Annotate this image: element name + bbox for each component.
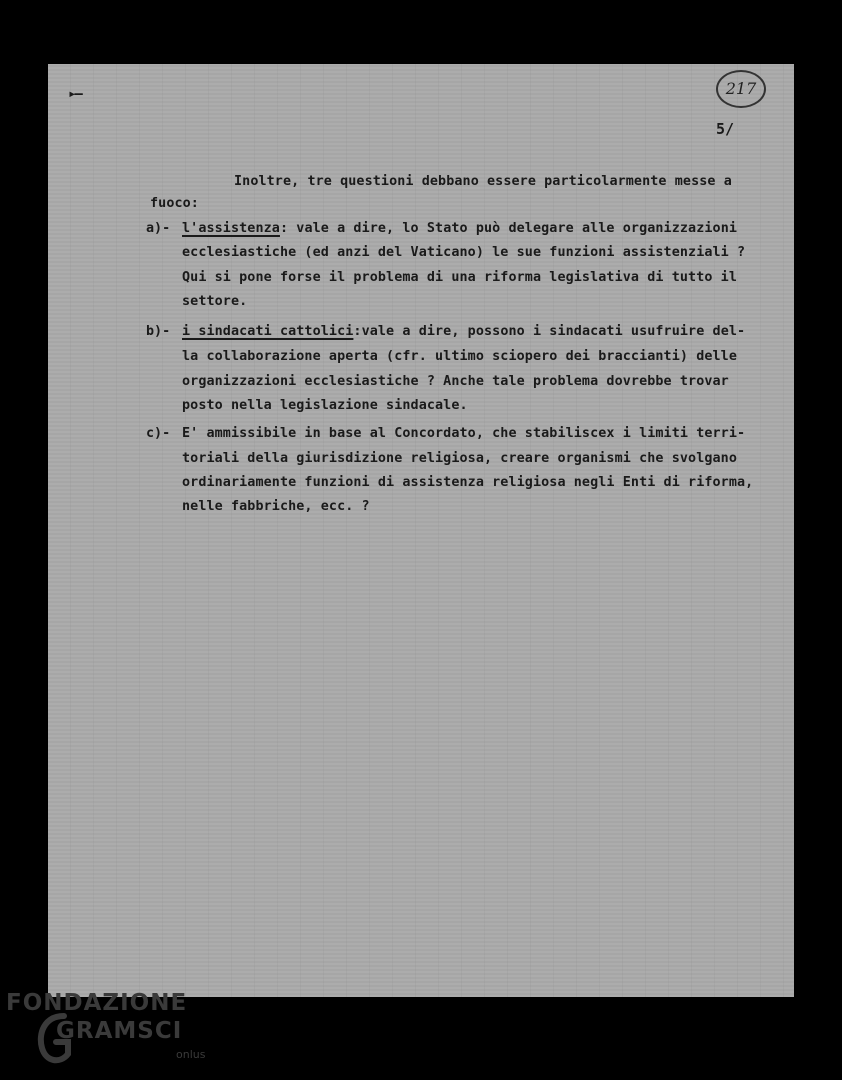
- item-a-line: settore.: [182, 294, 248, 309]
- item-a-text: : vale a dire, lo Stato può delegare alle organizzazioni: [279, 221, 738, 236]
- item-b-text: :vale a dire, possono i sindacati usufruire del-: [353, 324, 746, 339]
- item-c-line: ordinariamente funzioni di assistenza religiosa negli Enti di riforma,: [182, 475, 754, 490]
- typewritten-page: [48, 64, 794, 997]
- item-b-label: b)-: [146, 324, 171, 339]
- item-a-heading: l'assistenza: [182, 221, 280, 236]
- item-c-line: nelle fabbriche, ecc. ?: [182, 499, 370, 514]
- logo-text-top: FONDAZIONE: [6, 990, 188, 1016]
- item-b-line: la collaborazione aperta (cfr. ultimo sciopero dei braccianti) delle: [182, 349, 738, 364]
- corner-mark: ▸—: [68, 86, 81, 102]
- intro-line: fuoco:: [150, 196, 199, 211]
- item-a-first-line: [182, 219, 737, 239]
- item-a-label: a)-: [146, 221, 171, 236]
- item-a-line: ecclesiastiche (ed anzi del Vaticano) le sue funzioni assistenziali ?: [182, 245, 746, 260]
- item-b-heading: i sindacati cattolici: [182, 324, 354, 339]
- item-c-line: toriali della giurisdizione religiosa, creare organismi che svolgano: [182, 451, 738, 466]
- page-number: 5/: [716, 120, 735, 138]
- item-b-line: organizzazioni ecclesiastiche ? Anche tale problema dovrebbe trovar: [182, 374, 729, 389]
- archive-stamp: 217: [716, 70, 766, 108]
- logo-text-bottom: GRAMSCI: [56, 1018, 183, 1044]
- item-a-line: Qui si pone forse il problema di una riforma legislativa di tutto il: [182, 270, 738, 285]
- item-b-first-line: [182, 322, 745, 342]
- item-c-first-line: E' ammissibile in base al Concordato, che stabiliscex i limiti terri-: [182, 426, 746, 441]
- fondazione-gramsci-logo: [6, 990, 206, 1078]
- intro-line: Inoltre, tre questioni debbano essere particolarmente messe a: [234, 174, 732, 189]
- item-b-line: posto nella legislazione sindacale.: [182, 398, 468, 413]
- item-c-label: c)-: [146, 426, 171, 441]
- logo-subtitle: onlus: [176, 1048, 206, 1061]
